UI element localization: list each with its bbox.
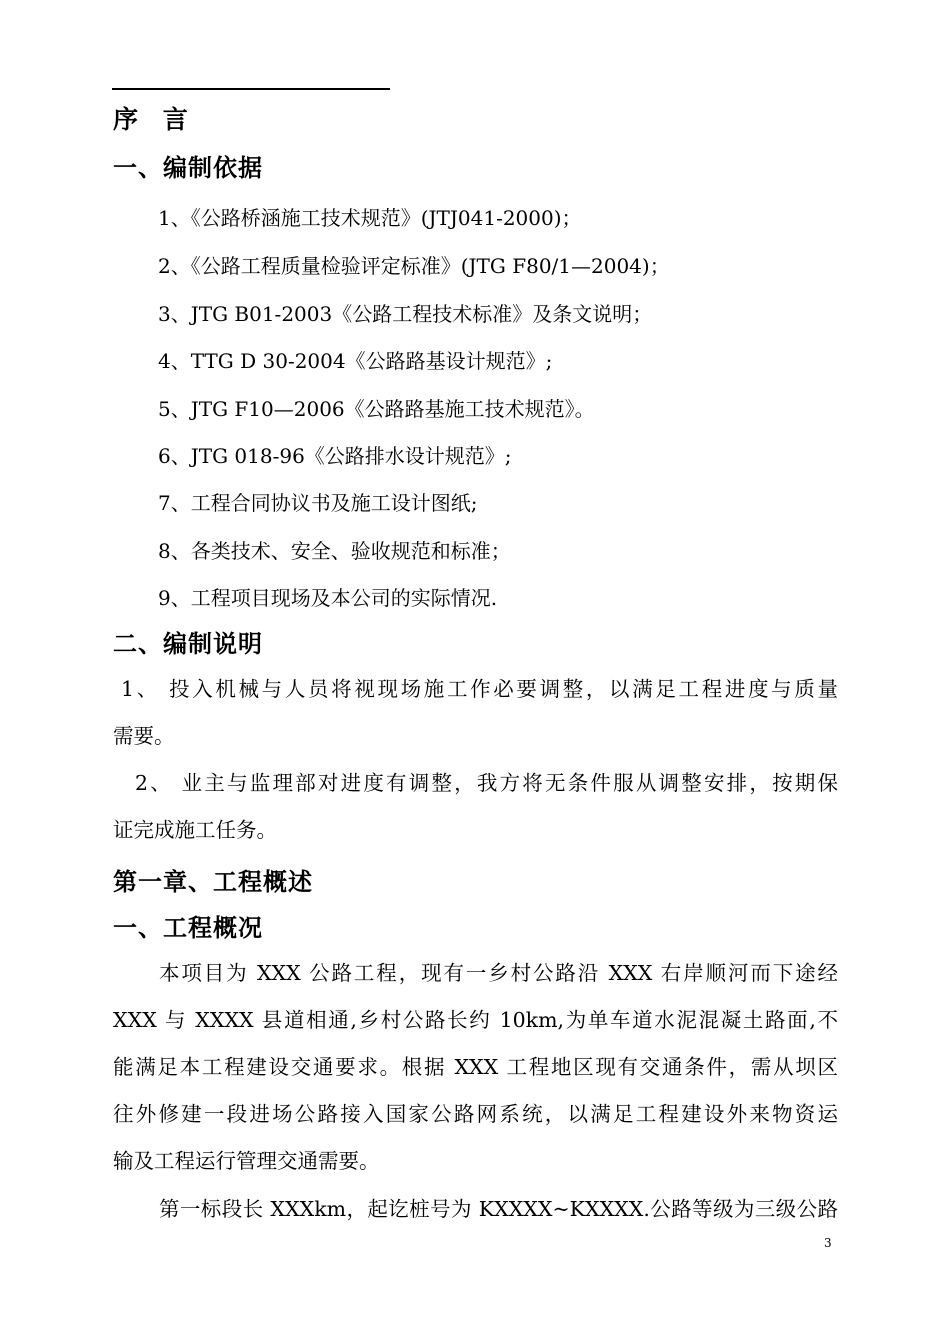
explanation-p2-line-2: 证完成施工任务。	[113, 818, 277, 842]
chapter1-heading: 第一章、工程概述	[113, 867, 313, 896]
basis-item-1: 1、《公路桥涵施工技术规范》(JTJ041-2000)；	[158, 206, 582, 230]
basis-heading: 一、编制依据	[113, 153, 263, 182]
header-rule	[112, 88, 390, 90]
explanation-p2-line-1: 2、 业主与监理部对进度有调整，我方将无条件服从调整安排，按期保	[135, 771, 838, 795]
basis-item-5: 5、JTG F10—2006《公路路基施工技术规范》。	[158, 397, 595, 421]
basis-item-2: 2、《公路工程质量检验评定标准》(JTG F80/1—2004)；	[158, 254, 670, 278]
overview-paragraph-1	[113, 950, 838, 1185]
explanation-paragraph-2	[113, 760, 838, 854]
basis-item-7: 7、工程合同协议书及施工设计图纸;	[158, 491, 478, 515]
overview-p1-line-4: 往外修建一段进场公路接入国家公路网系统，以满足工程建设外来物资运	[113, 1102, 838, 1126]
overview-p1-line-3: 能满足本工程建设交通要求。根据 XXX 工程地区现有交通条件，需从坝区	[113, 1055, 838, 1079]
overview-heading: 一、工程概况	[113, 913, 263, 942]
basis-item-4: 4、TTG D 30-2004《公路路基设计规范》;	[158, 349, 553, 373]
overview-p1-line-2: XXX 与 XXXX 县道相通,乡村公路长约 10km,为单车道水泥混凝土路面,不	[113, 1008, 838, 1032]
basis-item-9: 9、工程项目现场及本公司的实际情况.	[158, 586, 498, 610]
overview-p1-line-1: 本项目为 XXX 公路工程，现有一乡村公路沿 XXX 右岸顺河而下途经	[159, 961, 838, 985]
preface-title: 序 言	[113, 105, 196, 134]
basis-item-8: 8、各类技术、安全、验收规范和标准；	[158, 539, 511, 563]
explanation-heading: 二、编制说明	[113, 629, 263, 658]
basis-item-3: 3、JTG B01-2003《公路工程技术标准》及条文说明；	[158, 302, 653, 326]
overview-p2-line-1: 第一标段长 XXXkm，起讫桩号为 KXXXX~KXXXX.公路等级为三级公路	[159, 1197, 838, 1221]
explanation-paragraph-1	[113, 666, 838, 760]
basis-item-6: 6、JTG 018-96《公路排水设计规范》;	[158, 444, 512, 468]
explanation-p1-line-2: 需要。	[113, 724, 175, 748]
overview-paragraph-2	[113, 1186, 838, 1233]
page-number: 3	[824, 1236, 832, 1250]
overview-p1-line-5: 输及工程运行管理交通需要。	[113, 1149, 380, 1173]
explanation-p1-line-1: 1、 投入机械与人员将视现场施工作必要调整，以满足工程进度与质量	[121, 677, 838, 701]
